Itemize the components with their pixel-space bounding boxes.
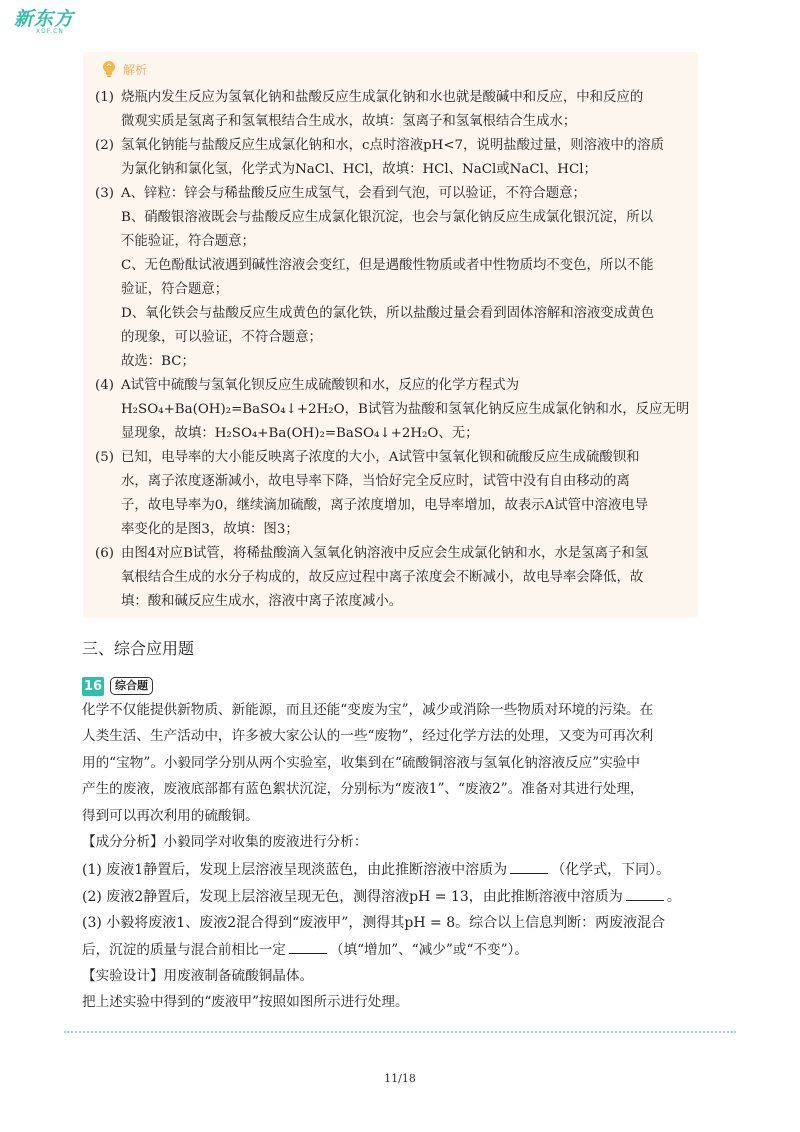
analysis-item-3: [95, 182, 685, 374]
section-title: 三、综合应用题: [82, 639, 195, 658]
analysis-item-6: [95, 542, 685, 614]
question-last-line: 把上述实验中得到的“废液甲”按照如图所示进行处理。: [82, 994, 409, 1011]
brand-logo: [14, 8, 84, 40]
sub-question-text: (1) 废液1静置后，发现上层溶液呈现淡蓝色，由此推断溶液中溶质为: [82, 862, 508, 879]
item-number: (2): [95, 138, 114, 153]
sub-question-text: 。: [666, 888, 681, 905]
item-line: 验证，符合题意；: [121, 282, 229, 297]
item-line: C、无色酚酞试液遇到碱性溶液会变红，但是遇酸性物质或者中性物质均不变色，所以不能: [121, 258, 654, 273]
footer-divider: [64, 1031, 736, 1033]
item-line: A试管中硫酸与氢氧化钡反应生成硫酸钡和水，反应的化学方程式为: [121, 378, 519, 393]
sub-question-3-line: (3) 小毅将废液1、废液2混合得到“废液甲”，测得其pH = 8。综合以上信息判断：两废液混合: [82, 915, 666, 932]
sub-question-1: [82, 857, 722, 883]
answer-blank: [626, 886, 664, 901]
item-line: A、锌粒：锌会与稀盐酸反应生成氢气，会看到气泡，可以验证，不符合题意；: [121, 186, 586, 201]
analysis-item-4: [95, 374, 690, 446]
question-header: [82, 676, 153, 696]
item-number: (1): [95, 90, 114, 105]
sub-question-text: 后，沉淀的质量与混合前相比一定: [82, 941, 286, 958]
question-body: [82, 697, 722, 1016]
question-intro-line: 用的“宝物”。小毅同学分别从两个实验室，收集到在“硫酸铜溶液与氢氧化钠溶液反应”实验中: [82, 754, 640, 771]
analysis-item-5: [95, 446, 685, 542]
item-line: 不能验证，符合题意；: [121, 234, 255, 249]
analysis-box: [83, 52, 698, 618]
analysis-header: [101, 60, 147, 78]
item-line: 烧瓶内发生反应为氢氧化钠和盐酸反应生成氯化钠和水也就是酸碱中和反应，中和反应的: [121, 90, 644, 105]
question-number-badge: 16: [83, 678, 103, 694]
design-label: 【实验设计】用废液制备硫酸铜晶体。: [82, 968, 314, 985]
answer-blank: [289, 939, 327, 954]
analysis-item-2: [95, 134, 685, 182]
analysis-item-1: [95, 86, 685, 134]
sub-question-text: （化学式，下同）。: [551, 862, 671, 879]
item-line: 率变化的是图3，故填：图3；: [121, 522, 299, 537]
item-number: (3): [95, 186, 114, 201]
question-intro-line: 人类生活、生产活动中，许多被大家公认的一些“废物”，经过化学方法的处理，又变为可再次利: [82, 728, 654, 745]
item-line: 填：酸和碱反应生成水，溶液中离子浓度减小。: [121, 594, 403, 609]
sub-question-text: （填“增加”、“减少”或“不变”）。: [329, 941, 528, 958]
lightbulb-icon: [101, 60, 117, 78]
item-line: 由图4对应B试管，将稀盐酸滴入氢氧化钠溶液中反应会生成氯化钠和水，水是氢离子和氢: [121, 546, 649, 561]
item-line: 水，离子浓度逐渐减小，故电导率下降，当恰好完全反应时，试管中没有自由移动的离: [121, 474, 630, 489]
sub-question-2: [82, 884, 722, 910]
item-line: 显现象，故填：H₂SO₄+Ba(OH)₂=BaSO₄↓+2H₂O、无；: [121, 426, 479, 441]
item-line: 氧根结合生成的水分子构成的，故反应过程中离子浓度会不断减小，故电导率会降低，故: [121, 570, 644, 585]
item-line: 为氯化钠和氯化氢，化学式为NaCl、HCl，故填：HCl、NaCl或NaCl、HCl；: [121, 162, 597, 177]
analysis-title: 解析: [123, 62, 148, 77]
item-number: (5): [95, 450, 114, 465]
sub-question-text: (2) 废液2静置后，发现上层溶液呈现无色，测得溶液pH = 13，由此推断溶液中溶质为: [82, 888, 623, 905]
item-line: 已知，电导率的大小能反映离子浓度的大小，A试管中氢氧化钡和硫酸反应生成硫酸钡和: [121, 450, 640, 465]
item-line: B、硝酸银溶液既会与盐酸反应生成氯化银沉淀，也会与氯化钠反应生成氯化银沉淀，所以: [121, 210, 654, 225]
answer-blank: [510, 859, 548, 874]
item-line: 微观实质是氢离子和氢氧根结合生成水，故填：氢离子和氢氧根结合生成水；: [121, 114, 577, 129]
item-line: D、氧化铁会与盐酸反应生成黄色的氯化铁，所以盐酸过量会看到固体溶解和溶液变成黄色: [121, 306, 654, 321]
page-number: 11/18: [384, 1072, 416, 1085]
question-type-tag: 综合题: [110, 677, 153, 695]
item-line: 的现象，可以验证，不符合题意；: [121, 330, 322, 345]
logo-subtext: XDF.CN: [36, 28, 64, 35]
question-intro-line: 得到可以再次利用的硫酸铜。: [82, 807, 259, 824]
item-line: 氢氧化钠能与盐酸反应生成氯化钠和水，c点时溶液pH<7，说明盐酸过量，则溶液中的溶质: [121, 138, 664, 153]
logo-text: 新东方: [14, 8, 75, 30]
item-line: H₂SO₄+Ba(OH)₂=BaSO₄↓+2H₂O，B试管为盐酸和氢氧化钠反应生成氯化钠和水，反应无明: [121, 402, 690, 417]
item-number: (4): [95, 378, 114, 393]
item-line: 故选：BC；: [121, 354, 195, 369]
sub-question-3: [82, 937, 722, 963]
item-line: 子，故电导率为0，继续滴加硫酸，离子浓度增加，电导率增加，故表示A试管中溶液电导: [121, 498, 649, 513]
analysis-label: 【成分分析】小毅同学对收集的废液进行分析：: [82, 834, 368, 851]
question-intro-line: 产生的废液，废液底部都有蓝色絮状沉淀，分别标为“废液1”、“废液2”。准备对其进行处理，: [82, 781, 644, 798]
item-number: (6): [95, 546, 114, 561]
question-intro-line: 化学不仅能提供新物质、新能源，而且还能“变废为宝”，减少或消除一些物质对环境的污染。在: [82, 702, 654, 718]
